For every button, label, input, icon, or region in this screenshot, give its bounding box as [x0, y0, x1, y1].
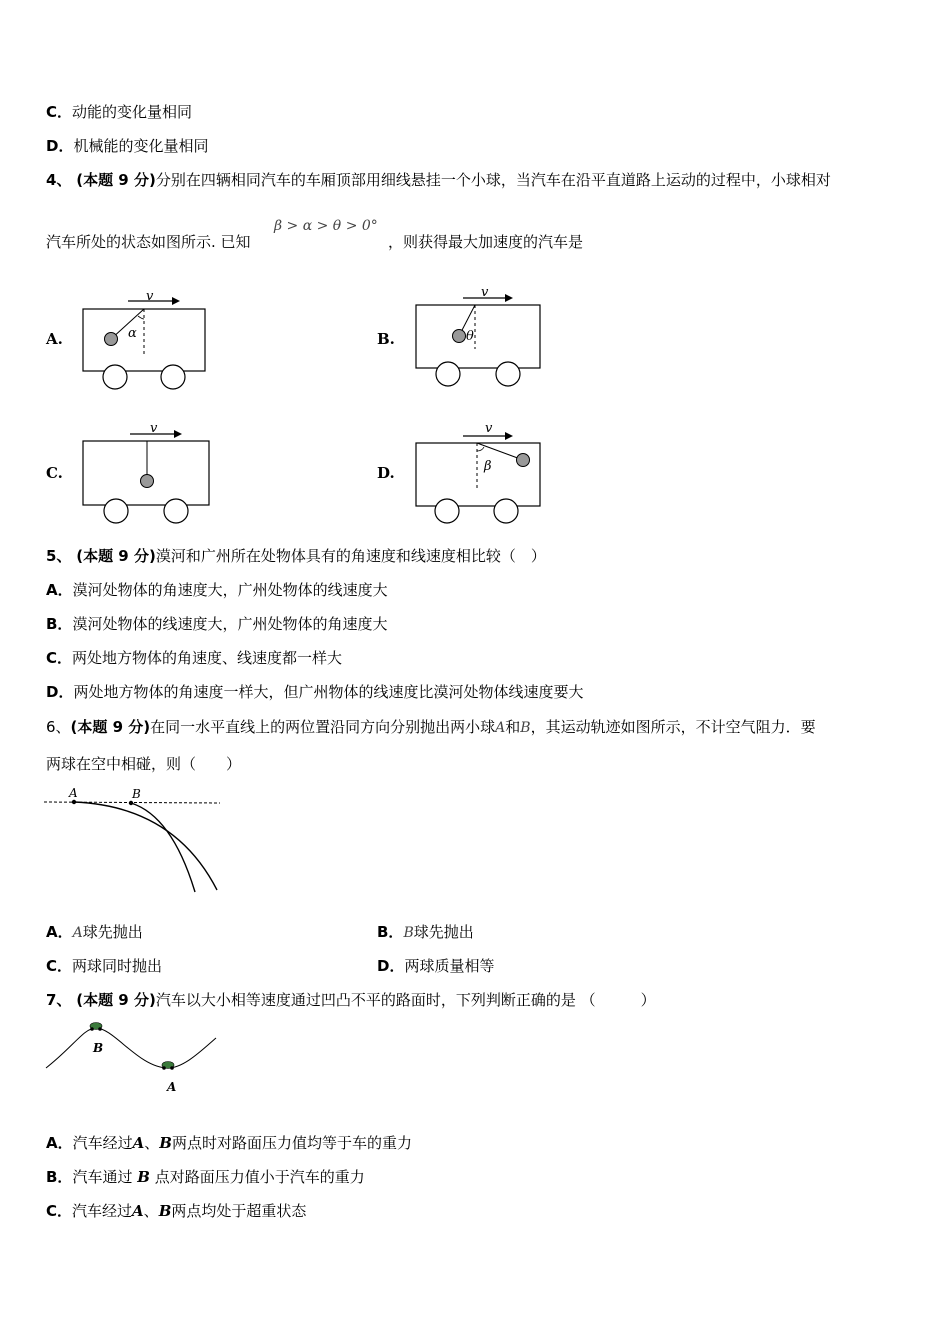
velocity-symbol: v: [150, 421, 158, 436]
point-symbol: A: [132, 1202, 144, 1220]
q3-option-d: [46, 136, 208, 156]
question-number: 4、: [46, 171, 72, 189]
question-text: 分别在四辆相同汽车的车厢顶部用细线悬挂一个小球，当汽车在沿平直道路上运动的过程中，小球相对: [155, 171, 831, 189]
q3-option-c: [46, 102, 192, 122]
question-text-and: 和: [505, 718, 521, 736]
option-text: 汽车通过: [72, 1168, 133, 1186]
ball-a-symbol: A: [495, 720, 506, 736]
q5-stem: [46, 546, 546, 566]
q6-option-c: [46, 956, 162, 976]
question-text: 在同一水平直线上的两位置沿同方向分别抛出两小球: [150, 718, 496, 736]
q4-car-a-figure: [80, 286, 210, 392]
q7-option-a: [46, 1133, 412, 1153]
option-text: 两处地方物体的角速度一样大，但广州物体的线速度比漠河处物体线速度要大: [73, 683, 584, 701]
q6-option-a: [46, 922, 143, 943]
point-symbol: B: [137, 1168, 150, 1186]
option-label: B．: [46, 615, 73, 633]
option-text: 机械能的变化量相同: [73, 137, 209, 155]
option-text: 球先抛出: [82, 923, 143, 941]
option-text: 点对路面压力值小于汽车的重力: [154, 1168, 365, 1186]
separator: 、: [144, 1134, 160, 1152]
q4-car-d-figure: [413, 420, 545, 526]
q4-stem-line2: [46, 232, 251, 252]
figure-label-a: A: [69, 786, 78, 800]
question-text: ，其运动轨迹如图所示，不计空气阻力．要: [530, 718, 816, 736]
option-text: 两处地方物体的角速度、线速度都一样大: [72, 649, 343, 667]
option-label: A．: [46, 1134, 73, 1152]
q6-option-b: [377, 922, 474, 943]
option-label: C．: [46, 1202, 73, 1220]
q7-option-b: [46, 1167, 365, 1187]
ball-b-symbol: B: [520, 720, 531, 736]
car-at-a-icon: [162, 1062, 174, 1070]
q4-car-b-figure: [413, 283, 545, 389]
point-symbol: B: [159, 1134, 172, 1152]
q7-option-c: [46, 1201, 306, 1221]
option-text: 汽车经过: [72, 1202, 133, 1220]
option-text: 汽车经过: [72, 1134, 133, 1152]
option-math: A: [72, 925, 83, 941]
question-text: 汽车所处的状态如图所示. 已知: [46, 233, 251, 251]
figure-label-b: B: [132, 787, 141, 801]
q4-option-c-label: C.: [46, 464, 63, 482]
option-text: 两点均处于超重状态: [171, 1202, 307, 1220]
question-score: (本题 9 分): [76, 547, 156, 565]
option-text: 两球质量相等: [404, 957, 495, 975]
q4-option-b-label: B.: [377, 330, 395, 348]
q7-road-figure: [44, 1020, 220, 1096]
q5-option-a: [46, 580, 388, 600]
option-text: 两球同时抛出: [72, 957, 163, 975]
question-score: (本题 9 分): [76, 991, 156, 1009]
velocity-symbol: v: [485, 421, 493, 436]
question-number: 6、: [46, 718, 71, 736]
q4-stem-line1: [46, 170, 831, 190]
option-label: D．: [377, 957, 405, 975]
figure-label-b: B: [93, 1041, 104, 1055]
point-symbol: B: [158, 1202, 172, 1220]
figure-label-a: A: [167, 1080, 177, 1094]
q4-stem-line2-post: ，则获得最大加速度的汽车是: [388, 233, 584, 251]
angle-symbol: α: [128, 326, 137, 341]
angle-symbol: θ: [466, 329, 474, 344]
separator: 、: [143, 1202, 159, 1220]
option-text: 两点时对路面压力值均等于车的重力: [171, 1134, 412, 1152]
question-text: 汽车以大小相等速度通过凹凸不平的路面时，下列判断正确的是 （ ）: [155, 991, 656, 1009]
q6-option-d: [377, 956, 494, 976]
q6-stem-line2: 两球在空中相碰，则（ ）: [46, 755, 242, 773]
option-label: C．: [46, 103, 73, 121]
velocity-symbol: v: [481, 285, 489, 300]
q4-option-a-label: A.: [46, 330, 63, 348]
question-score: (本题 9 分): [76, 171, 156, 189]
angle-symbol: β: [484, 459, 492, 474]
q5-option-b: [46, 614, 387, 634]
option-label: C．: [46, 957, 73, 975]
option-label: D．: [46, 137, 74, 155]
q4-option-d-label: D.: [377, 464, 395, 482]
option-math: B: [403, 925, 414, 941]
q5-option-d: [46, 682, 583, 702]
velocity-symbol: v: [146, 289, 154, 304]
option-label: B．: [46, 1168, 73, 1186]
option-text: 漠河处物体的角速度大，广州处物体的线速度大: [72, 581, 388, 599]
q7-stem: [46, 990, 656, 1010]
option-text: 动能的变化量相同: [72, 103, 193, 121]
option-text: 漠河处物体的线速度大，广州处物体的角速度大: [72, 615, 388, 633]
option-label: D．: [46, 683, 74, 701]
option-label: C．: [46, 649, 73, 667]
question-score: (本题 9 分): [70, 718, 151, 736]
question-number: 7、: [46, 991, 72, 1009]
option-label: B．: [377, 923, 404, 941]
question-number: 5、: [46, 547, 72, 565]
option-label: A．: [46, 581, 73, 599]
q5-option-c: [46, 648, 342, 668]
car-at-b-icon: [90, 1023, 102, 1031]
q4-car-c-figure: [80, 420, 214, 526]
option-text: 球先抛出: [413, 923, 474, 941]
q6-trajectory-figure: [44, 784, 224, 896]
option-label: A．: [46, 923, 73, 941]
q6-stem-line1: [46, 717, 816, 738]
question-text: 漠河和广州所在处物体具有的角速度和线速度相比较（ ）: [155, 547, 546, 565]
q4-condition-formula: β > α > θ > 0°: [274, 218, 378, 234]
point-symbol: A: [132, 1134, 145, 1152]
